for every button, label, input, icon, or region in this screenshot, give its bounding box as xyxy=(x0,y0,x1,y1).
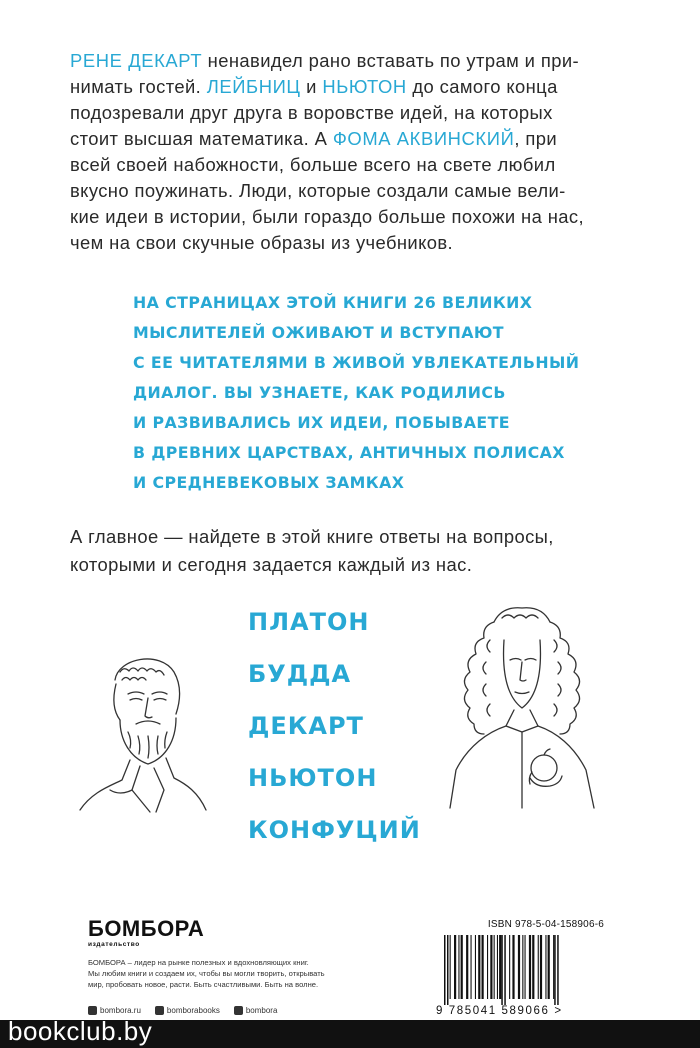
thinkers-list xyxy=(248,602,428,862)
publisher-logo xyxy=(88,918,204,948)
barcode-icon xyxy=(436,935,608,1005)
barcode-bar xyxy=(454,935,456,999)
plato-portrait-illustration xyxy=(70,640,210,815)
barcode-bar xyxy=(522,935,523,999)
barcode-bar xyxy=(466,935,468,999)
isbn-barcode-block xyxy=(436,919,616,1019)
intro-text: всей своей набожности, больше всего на свете любил xyxy=(70,154,556,175)
barcode-bar xyxy=(548,935,550,999)
barcode-bar xyxy=(529,935,531,999)
barcode-bar xyxy=(538,935,539,999)
barcode-bar xyxy=(487,935,488,999)
highlighted-name: НЬЮТОН xyxy=(322,76,407,97)
main-note-paragraph xyxy=(70,523,650,579)
intro-line xyxy=(70,126,630,152)
social-network-icon xyxy=(88,1006,97,1015)
barcode-bar xyxy=(450,935,451,999)
barcode-bar xyxy=(458,935,459,999)
publisher-description-line: мир, пробовать новое, расти. Быть счастливыми. Быть на волне. xyxy=(88,980,319,989)
intro-text: и xyxy=(300,76,323,97)
intro-text: , при xyxy=(514,128,558,149)
barcode-bar xyxy=(490,935,492,999)
newton-portrait-illustration xyxy=(432,600,612,810)
barcode-bar xyxy=(504,935,506,1005)
thinker-name: БУДДА xyxy=(248,660,352,688)
barcode-bar xyxy=(447,935,449,1005)
quote-line: В ДРЕВНИХ ЦАРСТВАХ, АНТИЧНЫХ ПОЛИСАХ xyxy=(133,443,565,462)
quote-line: С ЕЕ ЧИТАТЕЛЯМИ В ЖИВОЙ УВЛЕКАТЕЛЬНЫЙ xyxy=(133,353,580,372)
intro-paragraph xyxy=(70,48,630,256)
highlight-quote xyxy=(133,288,613,498)
barcode-bar xyxy=(497,935,498,999)
intro-text: чем на свои скучные образы из учебников. xyxy=(70,232,454,253)
publisher-description-line: Мы любим книги и создаем их, чтобы вы могли творить, открывать xyxy=(88,969,325,978)
publisher-description xyxy=(88,957,418,990)
barcode-bar xyxy=(475,935,476,999)
highlighted-name: ФОМА АКВИНСКИЙ xyxy=(332,128,515,149)
quote-line: ДИАЛОГ. ВЫ УЗНАЕТЕ, КАК РОДИЛИСЬ xyxy=(133,383,506,402)
barcode-bar xyxy=(471,935,472,999)
intro-text: вкусно поужинать. Люди, которые создали самые вели- xyxy=(70,180,566,201)
quote-line: И СРЕДНЕВЕКОВЫХ ЗАМКАХ xyxy=(133,473,405,492)
quote-line: И РАЗВИВАЛИСЬ ИХ ИДЕИ, ПОБЫВАЕТЕ xyxy=(133,413,510,432)
social-link[interactable] xyxy=(234,1006,278,1015)
barcode-bar xyxy=(512,935,514,999)
intro-text: кие идеи в истории, были гораздо больше похожи на нас, xyxy=(70,206,585,227)
barcode-bar xyxy=(461,935,463,999)
barcode-bar xyxy=(557,935,559,1005)
main-note-line: А главное — найдете в этой книге ответы на вопросы, xyxy=(70,526,554,547)
isbn-label: ISBN 978-5-04-158906-6 xyxy=(487,919,604,930)
intro-text: до самого конца xyxy=(406,76,558,97)
barcode-bar xyxy=(545,935,546,999)
barcode-bar xyxy=(499,935,501,999)
quote-line: НА СТРАНИЦАХ ЭТОЙ КНИГИ 26 ВЕЛИКИХ xyxy=(133,293,533,312)
social-handle: bomborabooks xyxy=(166,1006,220,1015)
barcode-bar xyxy=(532,935,534,999)
publisher-socials xyxy=(88,1006,277,1015)
barcode-bar xyxy=(494,935,495,999)
highlighted-name: ЛЕЙБНИЦ xyxy=(206,76,301,97)
publisher-description-line: БОМБОРА – лидер на рынке полезных и вдохновляющих книг. xyxy=(88,958,309,967)
social-network-icon xyxy=(234,1006,243,1015)
publisher-logo-subtitle: издательство xyxy=(88,941,140,948)
social-handle: bombora.ru xyxy=(100,1006,141,1015)
barcode-bar xyxy=(525,935,526,999)
publisher-logo-text: БОМБОРА xyxy=(88,916,205,941)
barcode-digits: 9 785041 589066 > xyxy=(436,1005,563,1017)
intro-text: стоит высшая математика. А xyxy=(70,128,333,149)
intro-text: подозревали друг друга в воровстве идей, на которых xyxy=(70,102,553,123)
thinker-name: НЬЮТОН xyxy=(248,764,378,792)
watermark-text: bookclub.by xyxy=(8,1016,153,1046)
intro-line xyxy=(70,204,630,230)
intro-line xyxy=(70,74,630,100)
thinker-name: ПЛАТОН xyxy=(248,608,370,636)
social-network-icon xyxy=(155,1006,164,1015)
thinker-name: КОНФУЦИЙ xyxy=(248,816,421,844)
intro-line xyxy=(70,230,630,256)
quote-line: МЫСЛИТЕЛЕЙ ОЖИВАЮТ И ВСТУПАЮТ xyxy=(133,323,504,342)
social-link[interactable] xyxy=(88,1006,141,1015)
intro-text: нимать гостей. xyxy=(70,76,207,97)
intro-line xyxy=(70,178,630,204)
barcode-bar xyxy=(509,935,510,999)
intro-line xyxy=(70,152,630,178)
thinker-name: ДЕКАРТ xyxy=(248,712,364,740)
intro-text: ненавидел рано вставать по утрам и при- xyxy=(202,50,580,71)
barcode-bar xyxy=(540,935,542,999)
main-note-line: которыми и сегодня задается каждый из нас. xyxy=(70,554,473,575)
barcode-bar xyxy=(501,935,503,1005)
intro-line xyxy=(70,48,630,74)
social-link[interactable] xyxy=(155,1006,220,1015)
intro-line xyxy=(70,100,630,126)
barcode-bar xyxy=(478,935,480,999)
highlighted-name: РЕНЕ ДЕКАРТ xyxy=(70,50,203,71)
barcode-bar xyxy=(518,935,520,999)
barcode-bar xyxy=(444,935,446,1005)
barcode-bar xyxy=(553,935,554,999)
barcode-bar xyxy=(554,935,556,1005)
social-handle: bombora xyxy=(245,1006,278,1015)
barcode-bar xyxy=(482,935,484,999)
